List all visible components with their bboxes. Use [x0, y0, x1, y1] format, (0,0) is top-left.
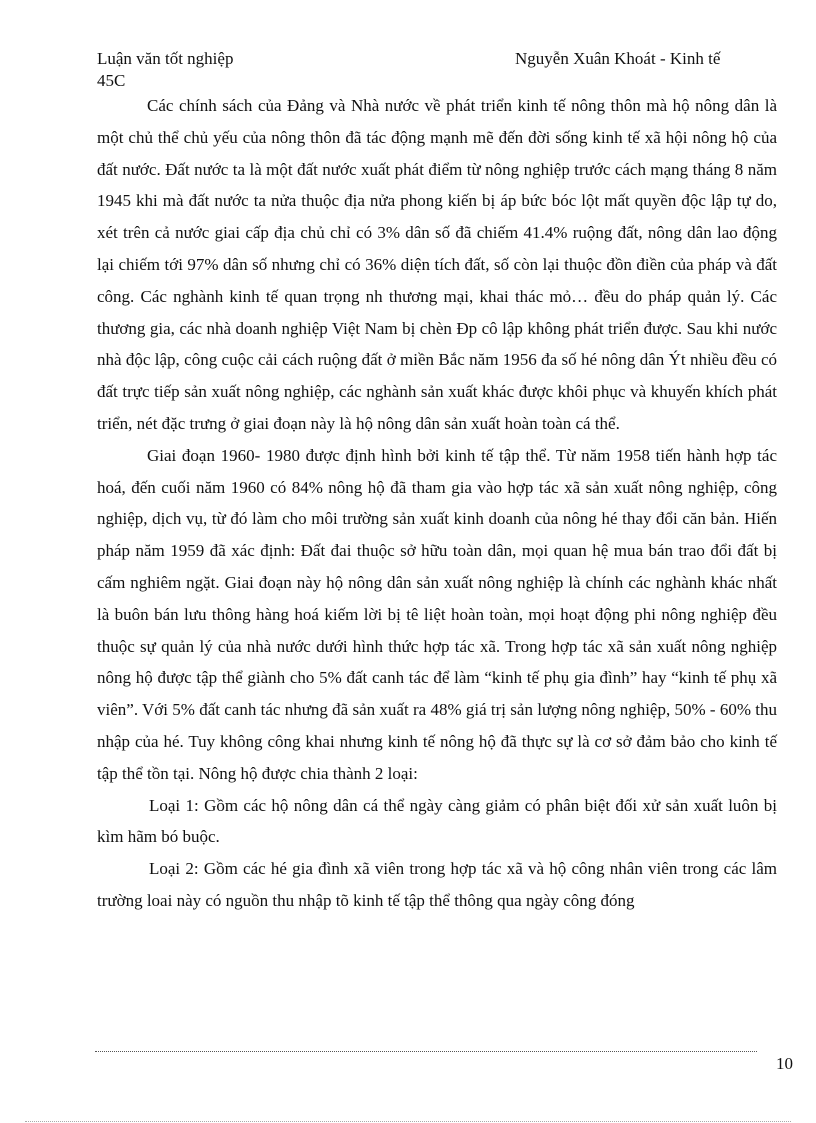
paragraph-policy: Các chính sách của Đảng và Nhà nước về phát triển kinh tế nông thôn mà hộ nông dân là một chủ thể chủ yếu của nông thôn đã tác động mạnh mẽ đến đời sống kinh tế xã hội nông hộ của đất nước. Đất nước ta là một đất nước xuất phát điểm từ nông nghiệp trước cách mạng tháng 8 năm 1945 khi mà đất nước ta nửa thuộc địa nửa phong kiến bị áp bức bóc lột mất quyền độc lập tự do, xét trên cả nước giai cấp địa chủ chỉ có 3% dân số đã chiếm 41.4% ruộng đất, nông dân lao động lại chiếm tới 97% dân số nhưng chỉ có 36% diện tích đất, số còn lại thuộc đồn điền của pháp và đất công. Các nghành kinh tế quan trọng nh thương mại, khai thác mỏ… đều do pháp quản lý. Các thương gia, các nhà doanh nghiệp Việt Nam bị chèn Ðp cô lập không phát triển được. Sau khi nước nhà độc lập, công cuộc cải cách ruộng đất ở miền Bắc năm 1956 đa số hé nông dân Ýt nhiều đều có đất trực tiếp sản xuất nông nghiệp, các nghành sản xuất khác được khôi phục và khuyến khích phát triển, nét đặc trưng ở giai đoạn này là hộ nông dân sản xuất hoàn toàn cá thể.	[97, 96, 777, 433]
paragraph-type-2: Loại 2: Gồm các hé gia đình xã viên trong hợp tác xã và hộ công nhân viên trong các lâm trường loai này có nguồn thu nhập tõ kinh tế tập thể thông qua ngày công đóng	[97, 859, 777, 910]
header-class: 45C	[97, 71, 126, 90]
footer-divider	[95, 1051, 757, 1052]
document-body	[97, 90, 777, 917]
header-author: Nguyễn Xuân Khoát - Kinh tế	[515, 49, 721, 68]
page-number: 10	[776, 1054, 793, 1073]
header-thesis-label: Luận văn tốt nghiệp	[97, 49, 234, 68]
paragraph-collective-economy: Giai đoạn 1960- 1980 được định hình bởi kinh tế tập thể. Từ năm 1958 tiến hành hợp tác hoá, đến cuối năm 1960 có 84% nông hộ đã tham gia vào hợp tác xã sản xuất nông nghiệp, công nghiệp, dịch vụ, từ đó làm cho môi trường sản xuất kinh doanh của nông hé thay đổi căn bản. Hiến pháp năm 1959 đã xác định: Đất đai thuộc sở hữu toàn dân, mọi quan hệ mua bán trao đổi đất bị cấm nghiêm ngặt. Giai đoạn này hộ nông dân sản xuất nông nghiệp là chính các nghành khác nhất là buôn bán lưu thông hàng hoá kiếm lời bị tê liệt hoàn toàn, mọi hoạt động phi nông nghiệp đều thuộc sự quản lý của nhà nước dưới hình thức hợp tác xã. Trong hợp tác xã sản xuất nông nghiệp nông hộ được tập thể giành cho 5% đất canh tác để làm “kinh tế phụ gia đình” hay “kinh tế phụ xã viên”. Với 5% đất canh tác nhưng đã sản xuất ra 48% giá trị sản lượng nông nghiệp, 50% - 60% thu nhập của hé. Tuy không công khai nhưng kinh tế nông hộ đã thực sự là cơ sở đảm bảo cho kinh tế tập thể tồn tại. Nông hộ được chia thành 2 loại:	[97, 445, 777, 783]
paragraph-type-1: Loại 1: Gồm các hộ nông dân cá thể ngày càng giảm có phân biệt đối xử sản xuất luôn bị kìm hãm bó buộc.	[97, 795, 777, 847]
page-bottom-edge	[25, 1121, 791, 1122]
